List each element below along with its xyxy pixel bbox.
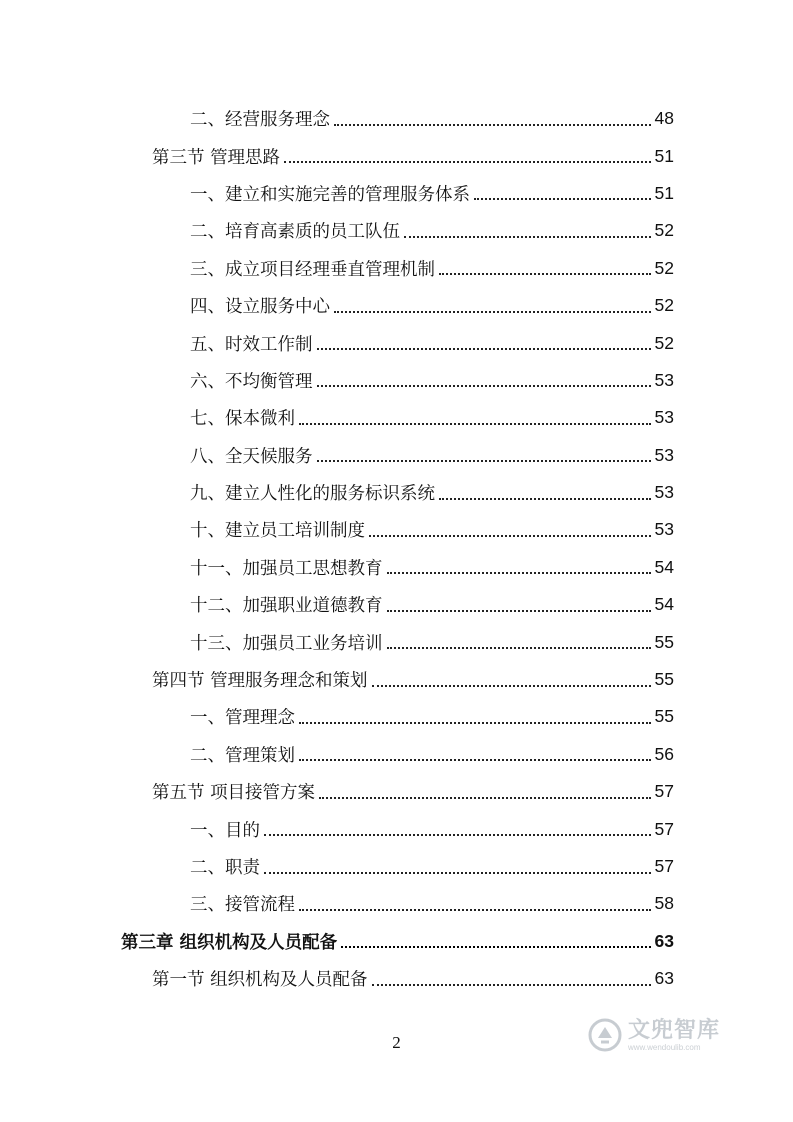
- dot-leader: [284, 161, 650, 163]
- dot-leader: [387, 572, 651, 574]
- dot-leader: [341, 946, 650, 948]
- toc-entry-page: 56: [654, 743, 674, 764]
- dot-leader: [317, 348, 651, 350]
- dot-leader: [369, 535, 651, 537]
- toc-entry-page: 57: [654, 856, 674, 876]
- toc-entry[interactable]: [0, 736, 674, 773]
- toc-entry-title: 八、全天候服务: [190, 443, 315, 468]
- toc-entry[interactable]: [0, 362, 674, 399]
- table-of-contents: [0, 100, 793, 997]
- toc-entry[interactable]: [0, 287, 674, 324]
- page-number: 2: [392, 1033, 401, 1052]
- toc-entry[interactable]: [0, 175, 674, 212]
- toc-entry-page: 53: [654, 519, 674, 540]
- dot-leader: [299, 759, 651, 761]
- toc-entry-title: 五、时效工作制: [190, 331, 315, 356]
- toc-entry[interactable]: [0, 586, 674, 623]
- watermark-logo-icon: [588, 1018, 622, 1052]
- dot-leader: [387, 610, 651, 612]
- dot-leader: [264, 834, 651, 836]
- toc-entry-page: 57: [654, 781, 674, 802]
- toc-entry[interactable]: [0, 437, 674, 474]
- toc-entry-title: 一、目的: [190, 817, 262, 842]
- toc-entry-title: 一、管理理念: [190, 704, 297, 729]
- dot-leader: [299, 423, 651, 425]
- toc-entry-page: 54: [654, 594, 674, 615]
- toc-entry-chapter[interactable]: [0, 923, 674, 960]
- toc-entry-page: 55: [654, 669, 674, 690]
- dot-leader: [404, 236, 651, 238]
- toc-entry[interactable]: [0, 773, 674, 810]
- watermark-name: 文兜智库: [628, 1017, 721, 1043]
- toc-entry-page: 48: [654, 108, 674, 129]
- toc-entry-title: 四、设立服务中心: [190, 293, 332, 318]
- watermark: [588, 1018, 720, 1052]
- toc-entry[interactable]: [0, 100, 674, 137]
- toc-entry-page: 55: [654, 706, 674, 727]
- dot-leader: [334, 311, 651, 313]
- dot-leader: [372, 984, 651, 986]
- toc-entry-title: 第五节 项目接管方案: [152, 779, 317, 804]
- toc-entry[interactable]: [0, 960, 674, 997]
- dot-leader: [474, 198, 651, 200]
- dot-leader: [439, 498, 651, 500]
- toc-entry-title: 三、接管流程: [190, 891, 297, 916]
- dot-leader: [372, 685, 651, 687]
- toc-entry-title: 十、建立员工培训制度: [190, 517, 367, 542]
- toc-entry-page: 53: [654, 407, 674, 428]
- toc-entry[interactable]: [0, 661, 674, 698]
- toc-entry-title: 第四节 管理服务理念和策划: [152, 667, 370, 692]
- dot-leader: [264, 872, 651, 874]
- toc-entry-title: 二、培育高素质的员工队伍: [190, 218, 402, 243]
- toc-entry-page: 51: [654, 145, 674, 166]
- toc-entry[interactable]: [0, 698, 674, 735]
- watermark-url: www.wendoulib.com: [628, 1042, 701, 1052]
- toc-entry-title: 第一节 组织机构及人员配备: [152, 966, 370, 991]
- toc-entry[interactable]: [0, 324, 674, 361]
- toc-entry-page: 54: [654, 556, 674, 577]
- toc-entry-page: 57: [654, 818, 674, 839]
- dot-leader: [319, 797, 650, 799]
- toc-entry[interactable]: [0, 885, 674, 922]
- toc-entry-title: 二、管理策划: [190, 742, 297, 767]
- toc-entry-page: 63: [654, 930, 674, 951]
- toc-entry-page: 52: [654, 332, 674, 353]
- toc-entry-page: 53: [654, 482, 674, 503]
- toc-entry-title: 十三、加强员工业务培训: [190, 630, 385, 655]
- toc-entry-page: 53: [654, 444, 674, 465]
- toc-entry-title: 第三节 管理思路: [152, 144, 282, 169]
- toc-entry-title: 三、成立项目经理垂直管理机制: [190, 256, 437, 281]
- toc-entry[interactable]: [0, 511, 674, 548]
- toc-entry-title: 十一、加强员工思想教育: [190, 555, 385, 580]
- toc-entry-page: 52: [654, 220, 674, 241]
- toc-entry-page: 52: [654, 295, 674, 316]
- toc-entry-page: 55: [654, 631, 674, 652]
- toc-entry-page: 53: [654, 369, 674, 390]
- dot-leader: [299, 722, 651, 724]
- toc-entry-page: 63: [654, 968, 674, 989]
- dot-leader: [299, 909, 651, 911]
- toc-entry[interactable]: [0, 250, 674, 287]
- toc-entry[interactable]: [0, 549, 674, 586]
- dot-leader: [387, 647, 651, 649]
- toc-entry[interactable]: [0, 623, 674, 660]
- dot-leader: [439, 273, 651, 275]
- dot-leader: [334, 124, 651, 126]
- toc-entry[interactable]: [0, 848, 674, 885]
- toc-entry[interactable]: [0, 137, 674, 174]
- toc-entry-title: 九、建立人性化的服务标识系统: [190, 480, 437, 505]
- toc-entry[interactable]: [0, 810, 674, 847]
- toc-entry-page: 51: [654, 182, 674, 203]
- dot-leader: [317, 385, 651, 387]
- toc-entry-page: 52: [654, 257, 674, 278]
- toc-entry-title: 一、建立和实施完善的管理服务体系: [190, 181, 472, 206]
- toc-entry-title: 二、经营服务理念: [190, 106, 332, 131]
- toc-entry[interactable]: [0, 474, 674, 511]
- toc-entry-title: 十二、加强职业道德教育: [190, 592, 385, 617]
- toc-entry-title: 六、不均衡管理: [190, 368, 315, 393]
- dot-leader: [317, 460, 651, 462]
- toc-entry-title: 第三章 组织机构及人员配备: [121, 929, 339, 954]
- toc-entry-title: 二、职责: [190, 854, 262, 879]
- toc-entry[interactable]: [0, 212, 674, 249]
- toc-entry[interactable]: [0, 399, 674, 436]
- toc-entry-title: 七、保本微利: [190, 405, 297, 430]
- toc-entry-page: 58: [654, 893, 674, 914]
